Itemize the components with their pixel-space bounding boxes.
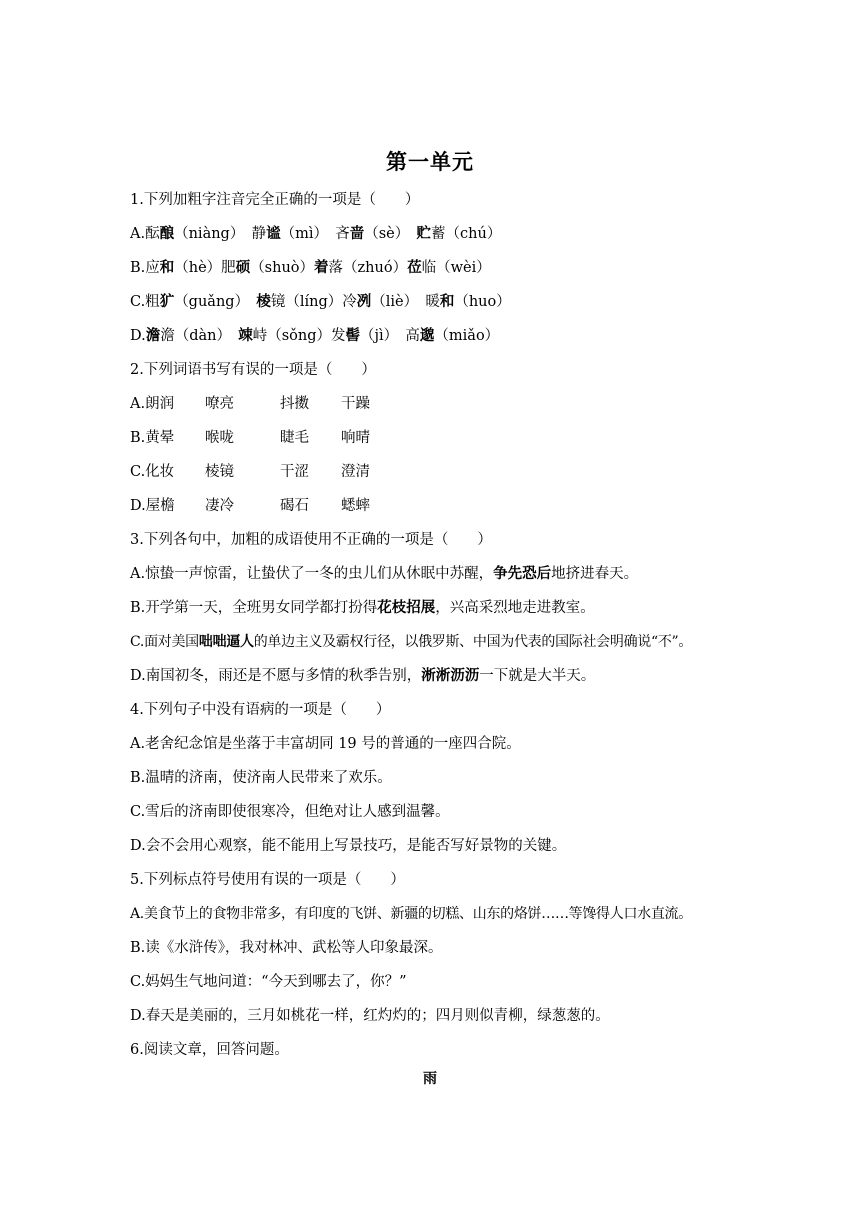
question-1-stem: 1.下列加粗字注音完全正确的一项是（ ） [130,192,420,208]
question-1-option-d: D.澹澹（dàn） 竦峙（sǒng）发髻（jì） 高邈（miǎo） [130,327,500,344]
question-3-option-a: A.惊蛰一声惊雷，让蛰伏了一冬的虫儿们从休眠中苏醒，争先恐后地挤进春天。 [130,565,639,582]
question-2-option-c: C.化妆 棱镜 干涩 澄清 [130,464,370,480]
question-2-option-a: A.朗润 嘹亮 抖擞 干躁 [130,396,370,412]
question-2-option-b: B.黄晕 喉咙 睫毛 响晴 [130,430,370,446]
question-5-stem: 5.下列标点符号使用有误的一项是（ ） [130,872,405,888]
question-4-option-b: B.温晴的济南，使济南人民带来了欢乐。 [130,770,392,786]
question-3-option-c: C.面对美国咄咄逼人的单边主义及霸权行径，以俄罗斯、中国为代表的国际社会明确说“不”。 [130,634,693,650]
question-1-option-b: B.应和（hè）肥硕（shuò）着落（zhuó）莅临（wèi） [130,259,491,276]
question-3-option-d: D.南国初冬，雨还是不愿与多情的秋季告别，淅淅沥沥一下就是大半天。 [130,667,596,684]
question-6-stem: 6.阅读文章，回答问题。 [130,1042,289,1058]
question-5-option-c: C.妈妈生气地问道：“今天到哪去了，你？” [130,974,407,990]
question-2-option-d: D.屋檐 凄冷 碣石 蟋蟀 [130,498,370,514]
question-5-option-d: D.春天是美丽的，三月如桃花一样，红灼灼的；四月则似青柳，绿葱葱的。 [130,1008,610,1024]
question-4-stem: 4.下列句子中没有语病的一项是（ ） [130,702,391,718]
question-3-stem: 3.下列各句中，加粗的成语使用不正确的一项是（ ） [130,532,492,548]
question-5-option-b: B.读《水浒传》，我对林冲、武松等人印象最深。 [130,940,443,956]
question-2-stem: 2.下列词语书写有误的一项是（ ） [130,362,376,378]
passage-title: 雨 [423,1071,437,1087]
question-4-option-c: C.雪后的济南即使很寒冷，但绝对让人感到温馨。 [130,804,450,820]
page-title: 第一单元 [386,149,474,174]
question-5-option-a: A.美食节上的食物非常多，有印度的飞饼、新疆的切糕、山东的烙饼……等馋得人口水直流。 [130,906,692,922]
question-3-option-b: B.开学第一天，全班男女同学都打扮得花枝招展，兴高采烈地走进教室。 [130,599,595,616]
question-4-option-a: A.老舍纪念馆是坐落于丰富胡同 19 号的普通的一座四合院。 [130,736,521,752]
question-1-option-a: A.酝酿（niàng） 静谧（mì） 吝啬（sè） 贮蓄（chú） [130,225,502,242]
question-1-option-c: C.粗犷（guǎng） 棱镜（líng）冷冽（liè） 暖和（huo） [130,293,511,310]
question-4-option-d: D.会不会用心观察，能不能用上写景技巧，是能否写好景物的关键。 [130,838,567,854]
